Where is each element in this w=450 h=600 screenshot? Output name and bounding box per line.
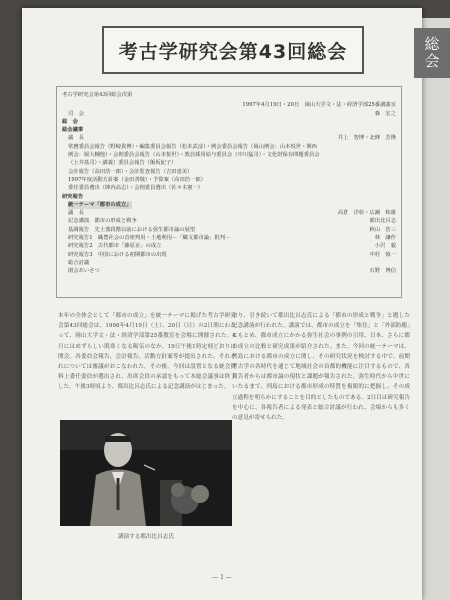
program-row-label: 研究報告2 古代都市「藤原京」の成立: [68, 243, 162, 250]
program-row-value: 石野 博信: [369, 268, 396, 275]
program-row-label: 記念講演 都市の形成と戦争: [68, 218, 137, 225]
program-row-label: 研究報告: [62, 193, 84, 200]
program-row: [62, 234, 396, 242]
program-row-value: 秋山 浩三: [369, 226, 396, 233]
body-column-left: 本年の全体会として「都市の成立」を統一テーマに掲げた考古学研究会第43回総会は、1998年4月19日（土）、20日（日）の2日間にわたって、岡山大学文・法・経済学部第25番教室を会場に開催された。4月にはめずらしい肌寒くなる陽気のなか、19日午後1時定刻どおりに開会。各委員会報告、会計報告、活動方針案等が提出された。それぞれについては審議がおこなわれた。その後、今回は設置となる統会資料上委任委員が選出され、出席会員の承認をもって本総会議事は終了した。午後3時頃より、都出比呂志氏による記念講演がはじまった。: [58, 313, 236, 391]
program-date: 1997年4月19日・20日 岡山大学文・法・経済学部25番講義室: [242, 102, 396, 109]
page-edge: [420, 18, 450, 600]
program-row: [62, 143, 396, 151]
program-row-label: 研究報告3 中国における初期都市の出現: [68, 251, 167, 258]
program-row-label: 会計報告（高田浩一郎）・会計監査報告（吉田恵美）: [68, 168, 193, 175]
program-row-label: 議 長: [68, 210, 84, 217]
program-row-label: 例会：堀大輔他）・会則委員会報告（山本悦世）・教員採用給与委員会（中川猛司）・文化財保存問題委員会: [68, 152, 320, 159]
program-row: [62, 134, 396, 142]
program-row: [62, 176, 396, 184]
document-page: [22, 8, 422, 600]
program-row-value: 林 謙作: [374, 235, 396, 242]
program-row-label: （土井基司）・講義）委員会報告（飯坂紀子）: [68, 160, 177, 167]
program-row-label: 基調報告 先土器段階以前における弥生都市論の展望: [68, 226, 196, 233]
body-column-right: おり、引き続いて都出比呂志氏による「都市の形成と戦争」と題した記念講演が行われた。講演では、都市の成立を「集住」と「外部防衛」にもとめ、都市成立にかかる弥生社会の事例の引用、日本、さらに都市成立の比較と研究成果が紹介された。また、今回の統一テーマは、列島における都市の成立に関し、その研究状況を検討する中で、前期考古学の各時代を通じて地域社会の首都的機能に注目するもので、各報告者からは都市論の現状と課題が報告された。弥生時代から中世にいたるまで、列島における都市形成の特質を複眼的に把握し、その成立過程を明らかにすることを目的としたものである。2日目は研究報告を中心に、各報告者による発表と総合討議が行われ、会場からも多くの意見が寄せられた。: [232, 313, 410, 422]
program-row-value: 都出比呂志: [369, 218, 396, 225]
program-row: [62, 259, 396, 267]
program-row: [62, 209, 396, 217]
program-row-label: 常務委員会報告（野崎貴博）・編集委員会報告（松本武彦）・例会委員会報告（岡山例会：山本悦世・関西: [68, 143, 317, 150]
program-row: [62, 226, 396, 234]
program-row: [62, 217, 396, 225]
program-row: [62, 267, 396, 275]
program-row-label: 閉会あいさつ: [68, 268, 100, 275]
program-row: [62, 110, 396, 118]
program-row-label: 総会議事: [62, 127, 84, 134]
program-row: [62, 201, 396, 209]
program-row-label: 総合討議: [68, 259, 90, 266]
program-rows: [62, 110, 396, 276]
program-row-value: 小沢 毅: [374, 243, 396, 250]
program-row-label: 議 長: [68, 135, 84, 142]
program-row-label: 1997年度活動方針案（金田善敬）・予算案（高田浩一郎）: [68, 176, 206, 183]
program-row: [62, 118, 396, 126]
program-row: [62, 151, 396, 159]
program-row: [62, 251, 396, 259]
program-row: [62, 168, 396, 176]
program-row-value: 中村 慎一: [369, 251, 396, 258]
program-row-value: 高倉 洋彰・広瀬 和雄: [337, 210, 396, 217]
program-row-label: 司 会: [68, 110, 84, 117]
program-row: [62, 159, 396, 167]
photo-caption: 講演する都出比呂志氏: [118, 534, 174, 540]
speaker-photo: [60, 420, 232, 526]
program-row: [62, 242, 396, 250]
program-row-label: 総 会: [62, 118, 78, 125]
program-row: [62, 126, 396, 134]
program-row-value: 森 宏之: [374, 110, 396, 117]
program-row-label: 委任委員選出（陣内高志）・会則委員選出（佐々木憲一）: [68, 185, 204, 192]
program-box: [56, 86, 402, 298]
section-tab: 総会: [414, 28, 450, 78]
page-title: 考古学研究会第43回総会: [118, 40, 348, 63]
page-number: — 1 —: [212, 574, 232, 581]
program-row-value: 井上 智博・北條 芳隆: [337, 135, 396, 142]
program-row-label: 研究報告1 織豊社会の首座判用・土地利用－「織文都市論」批判－: [68, 235, 231, 242]
title-box: [102, 26, 364, 74]
program-row-label: 統一テーマ「都市の成立」: [68, 201, 132, 208]
program-row: [62, 184, 396, 192]
program-row: [62, 193, 396, 201]
program-header: 考古学研究会第43回総会次第: [62, 92, 133, 98]
